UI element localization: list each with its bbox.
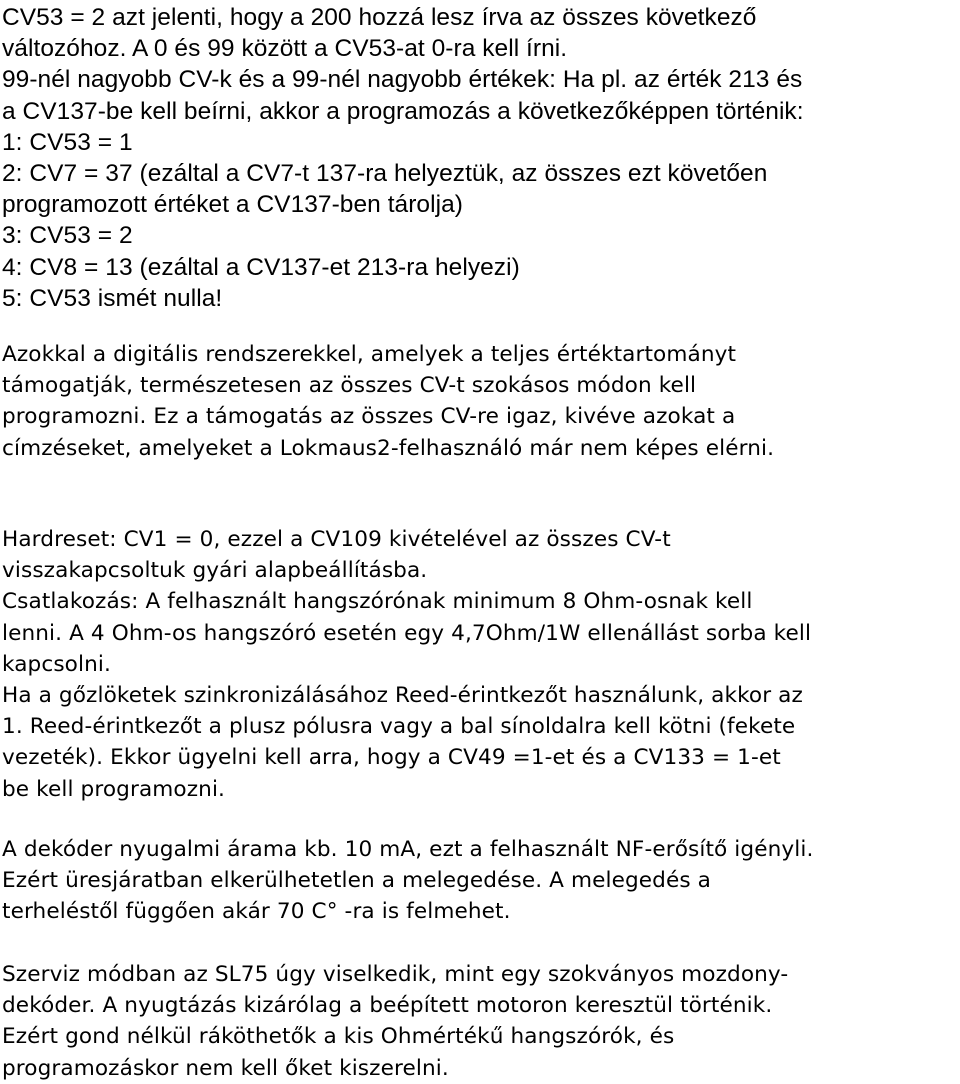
text-line: Ha a gőzlöketek szinkronizálásához Reed-érintkezőt használunk, akkor az xyxy=(2,682,803,708)
idle-current-paragraph xyxy=(2,834,960,928)
text-line: terheléstől függően akár 70 C° -ra is felmehet. xyxy=(2,899,511,925)
text-line: Ezért gond nélkül ráköthetők a kis Ohmértékű hangszórók, és xyxy=(2,1024,675,1050)
hardreset-connection-paragraph xyxy=(2,524,960,805)
text-line: CV53 = 2 azt jelenti, hogy a 200 hozzá lesz írva az összes következő xyxy=(2,4,757,31)
cv53-explanation-paragraph xyxy=(2,2,960,158)
text-line: programozáskor nem kell őket kiszerelni. xyxy=(2,1055,449,1081)
text-line: be kell programozni. xyxy=(2,776,226,802)
text-line: A dekóder nyugalmi árama kb. 10 mA, ezt a felhasznált NF-erősítő igényli. xyxy=(2,837,814,862)
step-line: 2: CV7 = 37 (ezáltal a CV7-t 137-ra helyeztük, az összes ezt követően xyxy=(2,160,768,187)
text-line: Hardreset: CV1 = 0, ezzel a CV109 kivételével az összes CV-t xyxy=(2,527,671,552)
text-line: 99-nél nagyobb CV-k és a 99-nél nagyobb értékek: Ha pl. az érték 213 és xyxy=(2,66,803,94)
digital-systems-paragraph xyxy=(2,339,960,464)
step-line: 4: CV8 = 13 (ezáltal a CV137-et 213-ra helyezi) xyxy=(2,253,520,281)
text-line: visszakapcsoltuk gyári alapbeállításba. xyxy=(2,558,428,584)
step-line: programozott értéket a CV137-ben tárolja) xyxy=(2,191,463,219)
text-line: vezeték). Ekkor ügyelni kell arra, hogy a CV49 =1-et és a CV133 = 1-et xyxy=(2,745,781,771)
text-line: Csatlakozás: A felhasznált hangszórónak minimum 8 Ohm-osnak kell xyxy=(2,589,753,615)
text-line: lenni. A 4 Ohm-os hangszóró esetén egy 4,7Ohm/1W ellenállást sorba kell xyxy=(2,620,812,646)
text-line: Szerviz módban az SL75 úgy viselkedik, mint egy szokványos mozdony- xyxy=(2,962,789,987)
text-line: támogatják, természetesen az összes CV-t szokásos módon kell xyxy=(2,373,697,399)
text-line: 1. Reed-érintkezőt a plusz pólusra vagy a bal sínoldalra kell kötni (fekete xyxy=(2,714,796,740)
step-line: 3: CV53 = 2 xyxy=(2,222,133,250)
text-line: Ezért üresjáratban elkerülhetetlen a melegedése. A melegedés a xyxy=(2,868,712,894)
text-line: 1: CV53 = 1 xyxy=(2,128,133,156)
text-line: címzéseket, amelyeket a Lokmaus2-felhasználó már nem képes elérni. xyxy=(2,435,775,461)
text-line: dekóder. A nyugtázás kizárólag a beépített motoron keresztül történik. xyxy=(2,993,773,1019)
text-line: változóhoz. A 0 és 99 között a CV53-at 0-ra kell írni. xyxy=(2,35,568,63)
text-line: Azokkal a digitális rendszerekkel, amelyek a teljes értéktartományt xyxy=(2,342,737,367)
text-line: a CV137-be kell beírni, akkor a programozás a következőképpen történik: xyxy=(2,97,804,125)
service-mode-paragraph xyxy=(2,959,960,1084)
programming-steps xyxy=(2,158,960,314)
text-line: programozni. Ez a támogatás az összes CV-re igaz, kivéve azokat a xyxy=(2,404,736,430)
text-line: kapcsolni. xyxy=(2,651,111,677)
step-line: 5: CV53 ismét nulla! xyxy=(2,284,223,312)
